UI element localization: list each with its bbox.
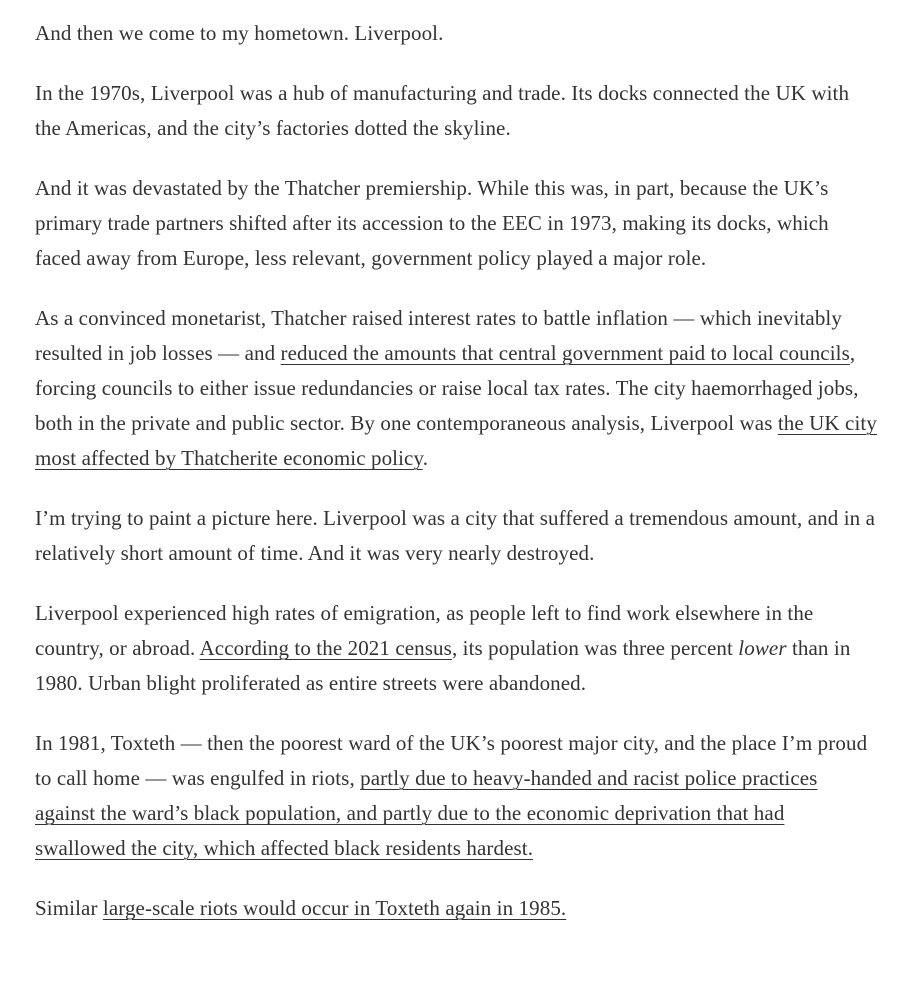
text-run: , forcing councils to either issue redundancies or raise local tax rates. The city haemorrhaged jobs, both in the private and public sector. By one contemporaneous analysis, Liverpool was: [35, 341, 859, 435]
text-run: than in 1980. Urban blight proliferated as entire streets were abandoned.: [35, 636, 851, 695]
paragraph: [35, 891, 880, 926]
paragraph: [35, 171, 880, 276]
text-run: Similar: [35, 896, 103, 920]
text-run: As a convinced monetarist, Thatcher raised interest rates to battle inflation — which inevitably resulted in job losses — and: [35, 306, 842, 365]
paragraph: [35, 501, 880, 571]
paragraph: [35, 596, 880, 701]
inline-link[interactable]: According to the 2021 census: [199, 636, 452, 660]
paragraph: [35, 16, 880, 51]
paragraph: [35, 726, 880, 866]
paragraph: [35, 301, 880, 476]
emphasis-text: lower: [738, 636, 787, 660]
text-run: I’m trying to paint a picture here. Liverpool was a city that suffered a tremendous amount, and in a relatively short amount of time. And it was very nearly destroyed.: [35, 506, 876, 565]
text-run: .: [422, 446, 429, 470]
paragraph: [35, 76, 880, 146]
text-run: And it was devastated by the Thatcher premiership. While this was, in part, because the UK’s primary trade partners shifted after its accession to the EEC in 1973, making its docks, which faced away from Europe, less relevant, government policy played a major role.: [35, 176, 829, 270]
text-run: , its population was three percent: [451, 636, 739, 660]
text-run: Liverpool experienced high rates of emigration, as people left to find work elsewhere in the country, or abroad.: [35, 601, 814, 660]
inline-link[interactable]: large-scale riots would occur in Toxteth again in 1985.: [102, 896, 567, 920]
inline-link[interactable]: the UK city most affected by Thatcherite economic policy: [35, 411, 877, 470]
text-run: And then we come to my hometown. Liverpool.: [35, 21, 444, 45]
inline-link[interactable]: reduced the amounts that central government paid to local councils: [280, 341, 850, 365]
inline-link[interactable]: partly due to heavy-handed and racist police practices against the ward’s black population, and partly due to the economic deprivation that had swallowed the city, which affected black residents hardest.: [35, 766, 818, 860]
text-run: In the 1970s, Liverpool was a hub of manufacturing and trade. Its docks connected the UK with the Americas, and the city’s factories dotted the skyline.: [35, 81, 850, 140]
text-run: In 1981, Toxteth — then the poorest ward of the UK’s poorest major city, and the place I’m proud to call home — was engulfed in riots,: [35, 731, 868, 790]
